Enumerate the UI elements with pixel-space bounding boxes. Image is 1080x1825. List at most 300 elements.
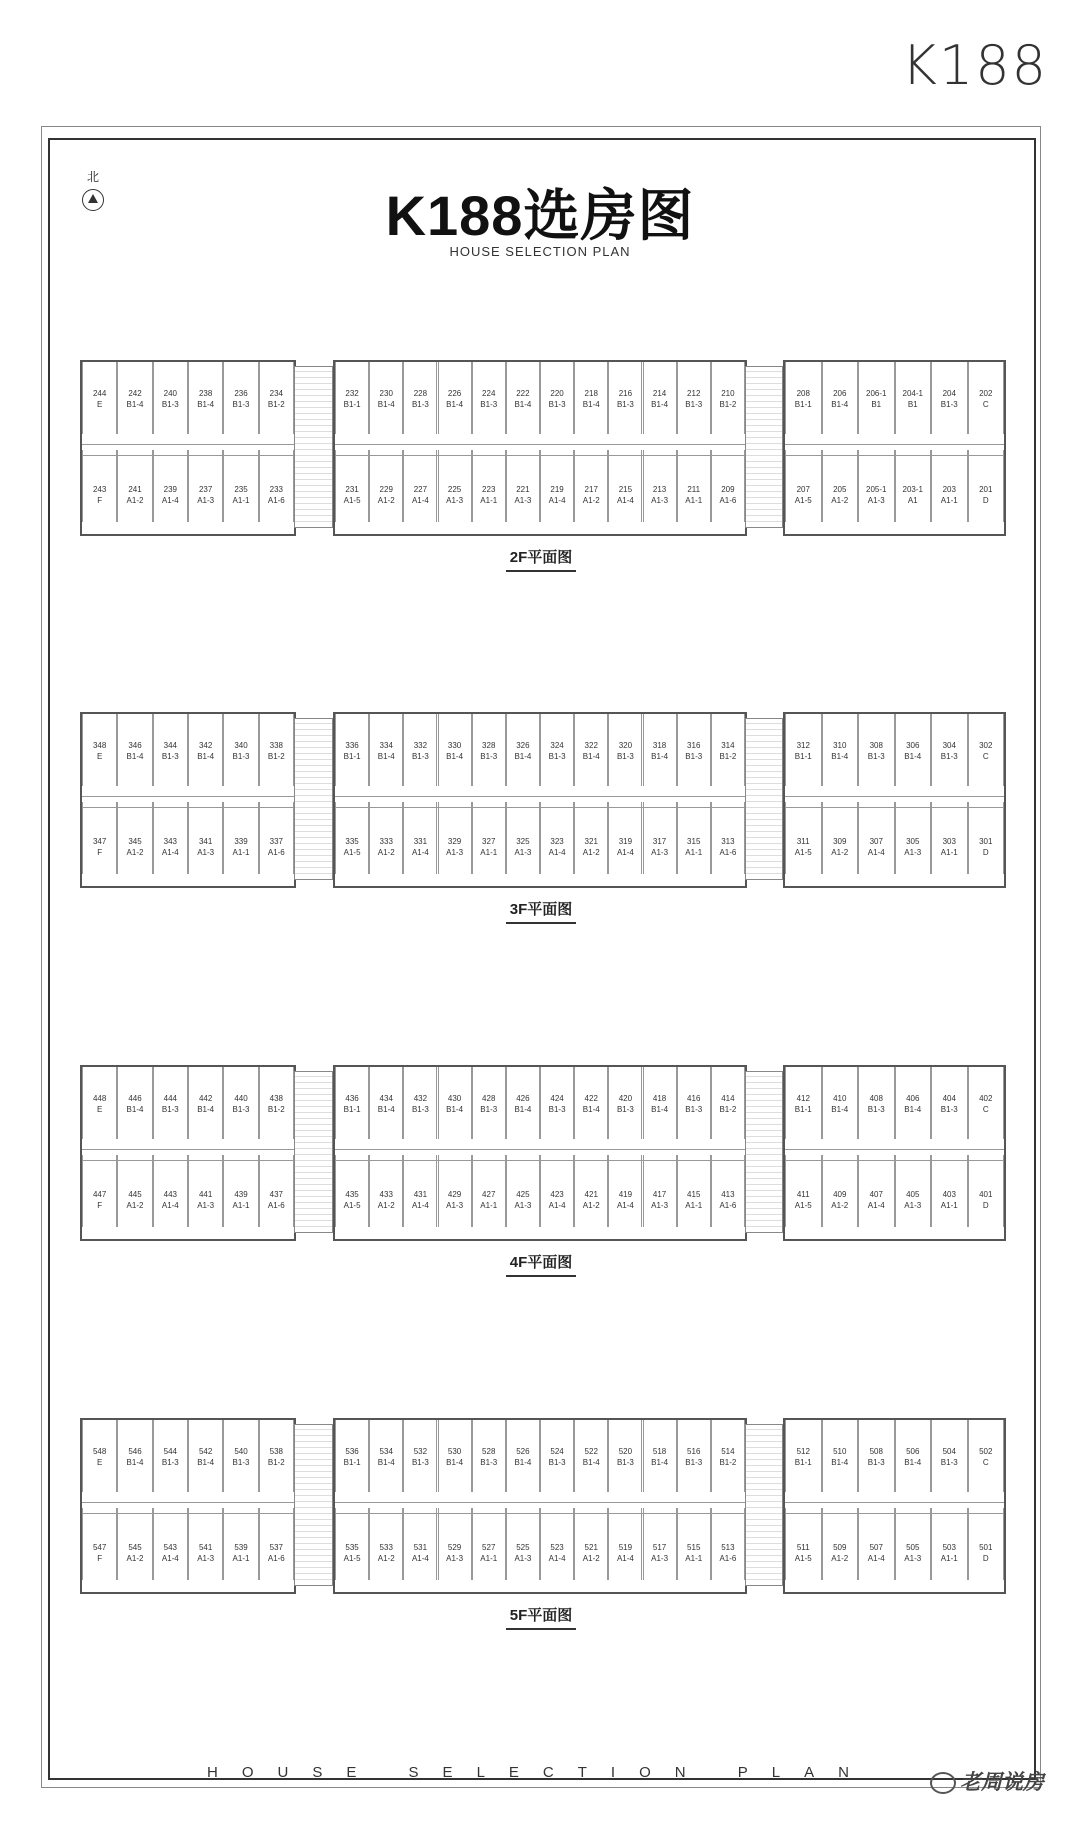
unit-230[interactable]: [369, 362, 403, 434]
stair-core: [294, 366, 333, 528]
unit-504[interactable]: [931, 1420, 968, 1492]
unit-415[interactable]: [677, 1155, 711, 1227]
unit-321[interactable]: [574, 802, 608, 874]
unit-205[interactable]: [822, 450, 859, 522]
unit-410[interactable]: [822, 1067, 859, 1139]
unit-number: 529: [447, 1543, 462, 1552]
unit-219[interactable]: [540, 450, 574, 522]
unit-type: D: [982, 848, 989, 857]
unit-338[interactable]: [259, 714, 294, 786]
unit-203[interactable]: [931, 450, 968, 522]
unit-239[interactable]: [153, 450, 188, 522]
unit-211[interactable]: [677, 450, 711, 522]
unit-546[interactable]: [117, 1420, 152, 1492]
unit-346[interactable]: [117, 714, 152, 786]
unit-type: A1-4: [411, 1201, 429, 1210]
unit-number: 344: [163, 741, 177, 750]
page-title: K188选房图: [385, 184, 695, 247]
unit-number: 509: [833, 1543, 847, 1552]
unit-233[interactable]: [259, 450, 294, 522]
unit-334[interactable]: [369, 714, 403, 786]
unit-416[interactable]: [677, 1067, 711, 1139]
unit-325[interactable]: [506, 802, 540, 874]
unit-434[interactable]: [369, 1067, 403, 1139]
unit-318[interactable]: [643, 714, 677, 786]
unit-541[interactable]: [188, 1508, 223, 1580]
unit-305[interactable]: [895, 802, 932, 874]
unit-327[interactable]: [472, 802, 506, 874]
unit-type: F: [97, 1201, 103, 1210]
unit-type: A1-5: [794, 1554, 812, 1563]
unit-437[interactable]: [259, 1155, 294, 1227]
unit-304[interactable]: [931, 714, 968, 786]
unit-319[interactable]: [608, 802, 642, 874]
unit-543[interactable]: [153, 1508, 188, 1580]
unit-number: 421: [584, 1190, 598, 1199]
unit-type: B1-3: [161, 400, 179, 409]
unit-521[interactable]: [574, 1508, 608, 1580]
unit-type: A1-2: [582, 496, 600, 505]
unit-237[interactable]: [188, 450, 223, 522]
unit-331[interactable]: [403, 802, 437, 874]
unit-number: 518: [652, 1447, 667, 1456]
unit-441[interactable]: [188, 1155, 223, 1227]
unit-type: C: [982, 752, 989, 761]
unit-type: A1-1: [685, 848, 703, 857]
unit-204-1[interactable]: [895, 362, 932, 434]
unit-type: B1-3: [548, 752, 566, 761]
unit-205-1[interactable]: [858, 450, 895, 522]
unit-401[interactable]: [968, 1155, 1005, 1227]
floor-plan-4f: [78, 1057, 1004, 1271]
unit-225[interactable]: [438, 450, 472, 522]
unit-502[interactable]: [968, 1420, 1005, 1492]
unit-448[interactable]: [82, 1067, 117, 1139]
unit-type: B1-4: [446, 1105, 464, 1114]
unit-number: 418: [652, 1094, 667, 1103]
unit-206-1[interactable]: [858, 362, 895, 434]
unit-539[interactable]: [223, 1508, 258, 1580]
unit-310[interactable]: [822, 714, 859, 786]
unit-332[interactable]: [403, 714, 437, 786]
unit-313[interactable]: [711, 802, 745, 874]
unit-538[interactable]: [259, 1420, 294, 1492]
unit-510[interactable]: [822, 1420, 859, 1492]
unit-340[interactable]: [223, 714, 258, 786]
unit-type: A1-5: [794, 848, 812, 857]
unit-number: 404: [942, 1094, 956, 1103]
floor-label-wrap: [78, 1604, 1004, 1630]
unit-534[interactable]: [369, 1420, 403, 1492]
unit-409[interactable]: [822, 1155, 859, 1227]
unit-438[interactable]: [259, 1067, 294, 1139]
unit-442[interactable]: [188, 1067, 223, 1139]
unit-445[interactable]: [117, 1155, 152, 1227]
unit-type: A1-5: [343, 848, 361, 857]
unit-type: B1: [871, 400, 882, 409]
unit-number: 324: [550, 741, 564, 750]
unit-425[interactable]: [506, 1155, 540, 1227]
unit-type: A1-2: [831, 848, 849, 857]
unit-503[interactable]: [931, 1508, 968, 1580]
unit-537[interactable]: [259, 1508, 294, 1580]
unit-536[interactable]: [335, 1420, 369, 1492]
unit-type: B1-4: [197, 752, 215, 761]
unit-333[interactable]: [369, 802, 403, 874]
unit-430[interactable]: [438, 1067, 472, 1139]
unit-223[interactable]: [472, 450, 506, 522]
unit-type: E: [96, 400, 103, 409]
unit-number: 437: [269, 1190, 283, 1199]
unit-number: 222: [516, 389, 530, 398]
unit-422[interactable]: [574, 1067, 608, 1139]
unit-238[interactable]: [188, 362, 223, 434]
unit-number: 542: [198, 1447, 213, 1456]
unit-418[interactable]: [643, 1067, 677, 1139]
unit-222[interactable]: [506, 362, 540, 434]
unit-type: B1-4: [514, 1458, 532, 1467]
unit-number: 327: [482, 837, 496, 846]
unit-number: 205-1: [866, 485, 887, 494]
unit-202[interactable]: [968, 362, 1005, 434]
unit-423[interactable]: [540, 1155, 574, 1227]
unit-444[interactable]: [153, 1067, 188, 1139]
unit-435[interactable]: [335, 1155, 369, 1227]
unit-215[interactable]: [608, 450, 642, 522]
unit-type: A1-3: [514, 848, 532, 857]
unit-414[interactable]: [711, 1067, 745, 1139]
unit-413[interactable]: [711, 1155, 745, 1227]
unit-number: 302: [979, 741, 993, 750]
unit-308[interactable]: [858, 714, 895, 786]
unit-513[interactable]: [711, 1508, 745, 1580]
unit-501[interactable]: [968, 1508, 1005, 1580]
unit-number: 544: [163, 1447, 177, 1456]
unit-240[interactable]: [153, 362, 188, 434]
unit-348[interactable]: [82, 714, 117, 786]
unit-242[interactable]: [117, 362, 152, 434]
unit-type: A1-2: [831, 1201, 849, 1210]
unit-number: 513: [721, 1543, 735, 1552]
unit-type: A1-1: [940, 496, 958, 505]
unit-344[interactable]: [153, 714, 188, 786]
unit-212[interactable]: [677, 362, 711, 434]
unit-type: A1-4: [616, 1554, 634, 1563]
unit-532[interactable]: [403, 1420, 437, 1492]
unit-523[interactable]: [540, 1508, 574, 1580]
unit-213[interactable]: [643, 450, 677, 522]
unit-311[interactable]: [785, 802, 822, 874]
unit-226[interactable]: [438, 362, 472, 434]
unit-number: 411: [796, 1190, 810, 1199]
unit-426[interactable]: [506, 1067, 540, 1139]
unit-number: 241: [128, 485, 142, 494]
unit-number: 416: [687, 1094, 701, 1103]
unit-314[interactable]: [711, 714, 745, 786]
unit-542[interactable]: [188, 1420, 223, 1492]
stair-core: [745, 1071, 783, 1233]
unit-number: 303: [942, 837, 956, 846]
unit-type: B1-4: [377, 400, 395, 409]
unit-224[interactable]: [472, 362, 506, 434]
unit-443[interactable]: [153, 1155, 188, 1227]
unit-231[interactable]: [335, 450, 369, 522]
unit-number: 319: [618, 837, 633, 846]
unit-type: B1-3: [685, 1105, 703, 1114]
unit-203-1[interactable]: [895, 450, 932, 522]
unit-407[interactable]: [858, 1155, 895, 1227]
unit-507[interactable]: [858, 1508, 895, 1580]
unit-type: A1-1: [940, 1201, 958, 1210]
unit-411[interactable]: [785, 1155, 822, 1227]
unit-210[interactable]: [711, 362, 745, 434]
unit-412[interactable]: [785, 1067, 822, 1139]
unit-303[interactable]: [931, 802, 968, 874]
unit-508[interactable]: [858, 1420, 895, 1492]
unit-341[interactable]: [188, 802, 223, 874]
unit-217[interactable]: [574, 450, 608, 522]
unit-243[interactable]: [82, 450, 117, 522]
unit-544[interactable]: [153, 1420, 188, 1492]
unit-316[interactable]: [677, 714, 711, 786]
unit-403[interactable]: [931, 1155, 968, 1227]
unit-505[interactable]: [895, 1508, 932, 1580]
unit-336[interactable]: [335, 714, 369, 786]
unit-535[interactable]: [335, 1508, 369, 1580]
unit-232[interactable]: [335, 362, 369, 434]
unit-number: 401: [979, 1190, 993, 1199]
unit-208[interactable]: [785, 362, 822, 434]
unit-type: A1-6: [267, 1554, 285, 1563]
unit-339[interactable]: [223, 802, 258, 874]
unit-433[interactable]: [369, 1155, 403, 1227]
unit-515[interactable]: [677, 1508, 711, 1580]
unit-404[interactable]: [931, 1067, 968, 1139]
unit-number: 443: [163, 1190, 177, 1199]
unit-525[interactable]: [506, 1508, 540, 1580]
unit-402[interactable]: [968, 1067, 1005, 1139]
unit-524[interactable]: [540, 1420, 574, 1492]
unit-type: B1-3: [548, 400, 566, 409]
unit-512[interactable]: [785, 1420, 822, 1492]
unit-315[interactable]: [677, 802, 711, 874]
unit-306[interactable]: [895, 714, 932, 786]
unit-type: A1-4: [548, 848, 566, 857]
unit-330[interactable]: [438, 714, 472, 786]
unit-type: B1-4: [514, 1105, 532, 1114]
unit-324[interactable]: [540, 714, 574, 786]
unit-type: B1-3: [685, 752, 703, 761]
unit-432[interactable]: [403, 1067, 437, 1139]
unit-number: 235: [234, 485, 248, 494]
unit-405[interactable]: [895, 1155, 932, 1227]
unit-number: 424: [550, 1094, 564, 1103]
unit-519[interactable]: [608, 1508, 642, 1580]
unit-317[interactable]: [643, 802, 677, 874]
unit-446[interactable]: [117, 1067, 152, 1139]
unit-522[interactable]: [574, 1420, 608, 1492]
unit-307[interactable]: [858, 802, 895, 874]
unit-424[interactable]: [540, 1067, 574, 1139]
unit-number: 504: [942, 1447, 956, 1456]
unit-229[interactable]: [369, 450, 403, 522]
unit-518[interactable]: [643, 1420, 677, 1492]
unit-type: A1-4: [867, 848, 885, 857]
unit-number: 326: [516, 741, 530, 750]
unit-type: B1-4: [446, 752, 464, 761]
unit-309[interactable]: [822, 802, 859, 874]
unit-326[interactable]: [506, 714, 540, 786]
unit-302[interactable]: [968, 714, 1005, 786]
unit-428[interactable]: [472, 1067, 506, 1139]
unit-406[interactable]: [895, 1067, 932, 1139]
unit-type: A1-5: [794, 1201, 812, 1210]
floor-plan-2f: [78, 352, 1004, 566]
unit-number: 219: [550, 485, 564, 494]
unit-244[interactable]: [82, 362, 117, 434]
unit-511[interactable]: [785, 1508, 822, 1580]
unit-number: 201: [979, 485, 993, 494]
stair-core: [745, 718, 783, 880]
floor-label-wrap: [78, 546, 1004, 572]
unit-number: 528: [482, 1447, 496, 1456]
unit-517[interactable]: [643, 1508, 677, 1580]
unit-204[interactable]: [931, 362, 968, 434]
unit-421[interactable]: [574, 1155, 608, 1227]
unit-206[interactable]: [822, 362, 859, 434]
unit-number: 339: [234, 837, 248, 846]
unit-number: 543: [163, 1543, 177, 1552]
unit-420[interactable]: [608, 1067, 642, 1139]
unit-number: 323: [550, 837, 564, 846]
unit-201[interactable]: [968, 450, 1005, 522]
unit-408[interactable]: [858, 1067, 895, 1139]
unit-type: B1-4: [197, 400, 215, 409]
unit-241[interactable]: [117, 450, 152, 522]
unit-type: E: [96, 1458, 103, 1467]
unit-220[interactable]: [540, 362, 574, 434]
unit-209[interactable]: [711, 450, 745, 522]
unit-type: A1-3: [904, 848, 922, 857]
unit-345[interactable]: [117, 802, 152, 874]
unit-227[interactable]: [403, 450, 437, 522]
unit-type: A1-4: [161, 1201, 179, 1210]
unit-type: B1-4: [651, 400, 669, 409]
unit-343[interactable]: [153, 802, 188, 874]
unit-number: 515: [687, 1543, 701, 1552]
unit-type: B1-3: [616, 1105, 634, 1114]
unit-312[interactable]: [785, 714, 822, 786]
unit-527[interactable]: [472, 1508, 506, 1580]
unit-number: 214: [652, 389, 667, 398]
unit-342[interactable]: [188, 714, 223, 786]
unit-547[interactable]: [82, 1508, 117, 1580]
unit-number: 225: [447, 485, 462, 494]
unit-234[interactable]: [259, 362, 294, 434]
unit-417[interactable]: [643, 1155, 677, 1227]
unit-431[interactable]: [403, 1155, 437, 1227]
unit-number: 526: [516, 1447, 530, 1456]
unit-337[interactable]: [259, 802, 294, 874]
unit-type: A1-1: [685, 496, 703, 505]
unit-533[interactable]: [369, 1508, 403, 1580]
unit-number: 230: [379, 389, 393, 398]
unit-number: 306: [906, 741, 920, 750]
unit-548[interactable]: [82, 1420, 117, 1492]
unit-447[interactable]: [82, 1155, 117, 1227]
unit-number: 422: [584, 1094, 598, 1103]
unit-419[interactable]: [608, 1155, 642, 1227]
unit-329[interactable]: [438, 802, 472, 874]
unit-335[interactable]: [335, 802, 369, 874]
unit-301[interactable]: [968, 802, 1005, 874]
unit-516[interactable]: [677, 1420, 711, 1492]
unit-216[interactable]: [608, 362, 642, 434]
unit-number: 316: [687, 741, 701, 750]
page-subtitle: HOUSE SELECTION PLAN: [449, 244, 631, 259]
unit-type: E: [96, 752, 103, 761]
unit-347[interactable]: [82, 802, 117, 874]
unit-number: 535: [345, 1543, 359, 1552]
unit-436[interactable]: [335, 1067, 369, 1139]
unit-322[interactable]: [574, 714, 608, 786]
unit-number: 546: [128, 1447, 142, 1456]
unit-number: 417: [652, 1190, 667, 1199]
unit-number: 314: [721, 741, 735, 750]
unit-235[interactable]: [223, 450, 258, 522]
unit-type: A1-4: [411, 496, 429, 505]
unit-529[interactable]: [438, 1508, 472, 1580]
unit-328[interactable]: [472, 714, 506, 786]
unit-526[interactable]: [506, 1420, 540, 1492]
unit-type: B1-4: [197, 1458, 215, 1467]
unit-440[interactable]: [223, 1067, 258, 1139]
unit-number: 307: [869, 837, 883, 846]
unit-520[interactable]: [608, 1420, 642, 1492]
unit-type: A1-3: [514, 1201, 532, 1210]
unit-439[interactable]: [223, 1155, 258, 1227]
unit-530[interactable]: [438, 1420, 472, 1492]
unit-540[interactable]: [223, 1420, 258, 1492]
unit-323[interactable]: [540, 802, 574, 874]
unit-218[interactable]: [574, 362, 608, 434]
unit-531[interactable]: [403, 1508, 437, 1580]
unit-506[interactable]: [895, 1420, 932, 1492]
unit-221[interactable]: [506, 450, 540, 522]
unit-number: 209: [721, 485, 735, 494]
unit-427[interactable]: [472, 1155, 506, 1227]
unit-545[interactable]: [117, 1508, 152, 1580]
unit-type: A1-3: [446, 1201, 464, 1210]
unit-514[interactable]: [711, 1420, 745, 1492]
unit-320[interactable]: [608, 714, 642, 786]
unit-type: A1-3: [446, 1554, 464, 1563]
unit-528[interactable]: [472, 1420, 506, 1492]
floor-label: 3F平面图: [506, 898, 577, 924]
unit-number: 212: [687, 389, 701, 398]
unit-type: B1-4: [126, 1105, 144, 1114]
unit-228[interactable]: [403, 362, 437, 434]
unit-236[interactable]: [223, 362, 258, 434]
unit-509[interactable]: [822, 1508, 859, 1580]
unit-214[interactable]: [643, 362, 677, 434]
unit-type: A1-2: [582, 1554, 600, 1563]
unit-type: A1-1: [232, 496, 250, 505]
unit-number: 331: [413, 837, 428, 846]
unit-number: 516: [687, 1447, 701, 1456]
unit-429[interactable]: [438, 1155, 472, 1227]
unit-207[interactable]: [785, 450, 822, 522]
